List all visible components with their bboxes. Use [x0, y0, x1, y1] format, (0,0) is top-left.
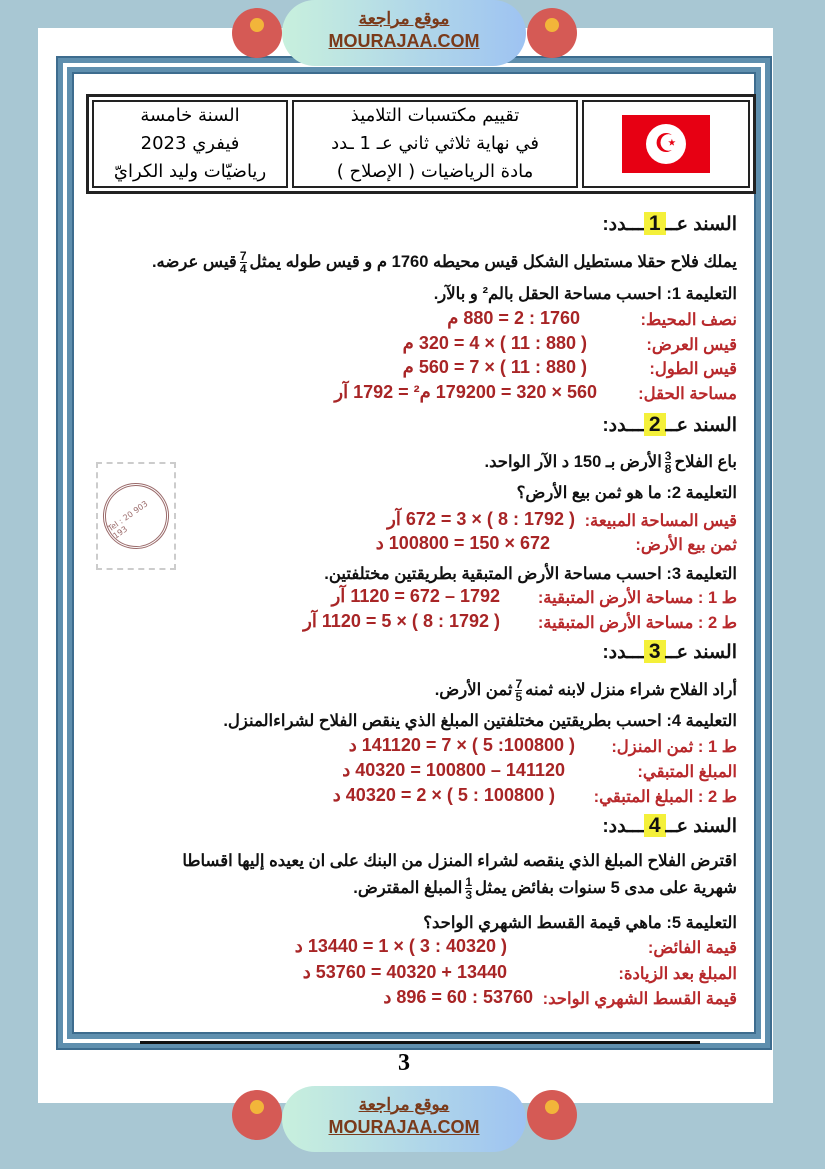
- row-label: المبلغ بعد الزيادة:: [618, 965, 737, 983]
- row-label: ط 1 : ثمن المنزل:: [611, 738, 737, 756]
- row-label: قيمة الفائض:: [647, 939, 737, 957]
- banner-latin: MOURAJAA.COM: [328, 31, 480, 51]
- grade-label: السنة خامسة: [140, 105, 240, 126]
- header-info-cell: [92, 100, 288, 188]
- row-value: ( 100800 : 5 ) × 2 = 40320 د: [332, 785, 555, 805]
- section-4-text: شهرية على مدى 5 سنوات بفائض يمثل $\frac{1}{3}$ المبلغ المقترض.: [353, 875, 737, 902]
- row-value: ( 40320 : 3 ) × 1 = 13440 د: [294, 936, 507, 956]
- title-line: مادة الرياضيات ( الإصلاح ): [336, 161, 534, 182]
- row-label: ط 2 : المبلغ المتبقي:: [593, 788, 737, 806]
- row-value: 53760 : 60 = 896 د: [383, 987, 533, 1007]
- banner-arabic: موقع مراجعة: [358, 9, 450, 28]
- row-label: مساحة الحقل:: [638, 385, 737, 403]
- section-2-heading: السند عــ2ـــدد:: [602, 413, 737, 436]
- fraction: $\frac{1}{3}$: [465, 875, 473, 902]
- task-2: التعليمة 2: ما هو ثمن بيع الأرض؟: [516, 484, 737, 502]
- task-4: التعليمة 4: احسب بطريقتين مختلفتين المبلغ الذي ينقص الفلاح لشراءالمنزل.: [223, 712, 737, 730]
- row-value: ( 880 : 11 ) × 4 = 320 م: [402, 333, 587, 353]
- title-line: في نهاية ثلاثي ثاني عـ 1 ـدد: [331, 133, 539, 154]
- task-1: التعليمة 1: احسب مساحة الحقل بالم² و بالآر.: [433, 285, 737, 303]
- site-logo-icon: [527, 8, 577, 58]
- row-label: قيس الطول:: [649, 360, 737, 378]
- site-banner-bottom[interactable]: [282, 1086, 526, 1152]
- row-value: 141120 – 100800 = 40320 د: [342, 760, 565, 780]
- section-3-heading: السند عــ3ـــدد:: [602, 640, 737, 663]
- task-3: التعليمة 3: احسب مساحة الأرض المتبقية بطريقتين مختلفتين.: [324, 565, 737, 583]
- row-value: 1760 : 2 = 880 م: [447, 308, 580, 328]
- row-value: ( 1792 : 8 ) × 5 = 1120 آر: [303, 611, 500, 631]
- row-label: قيمة القسط الشهري الواحد:: [542, 990, 737, 1008]
- fraction: $\frac{7}{5}$: [515, 677, 523, 704]
- site-logo-icon: [232, 8, 282, 58]
- row-value: 13440 + 40320 = 53760 د: [302, 962, 507, 982]
- row-label: ثمن بيع الأرض:: [635, 536, 737, 554]
- section-1-text: يملك فلاح حقلا مستطيل الشكل قيس محيطه 1760 م و قيس طوله يمثل $\frac{7}{4}$ قيس عرضه.: [151, 249, 737, 276]
- row-value: ( 1792 : 8 ) × 3 = 672 آر: [387, 509, 575, 529]
- row-value: ( 100800: 5 ) × 7 = 141120 د: [348, 735, 575, 755]
- date-label: فيفري 2023: [140, 133, 240, 154]
- header-title-cell: [292, 100, 578, 188]
- fraction: $\frac{7}{4}$: [239, 249, 247, 276]
- footer-rule: [140, 1041, 700, 1044]
- fraction: $\frac{3}{8}$: [664, 449, 672, 476]
- section-3-text: أراد الفلاح شراء منزل لابنه ثمنه $\frac{7}{5}$ ثمن الأرض.: [434, 677, 737, 704]
- header-flag-cell: [582, 100, 750, 188]
- row-value: ( 880 : 11 ) × 7 = 560 م: [402, 357, 587, 377]
- site-logo-icon: [232, 1090, 282, 1140]
- header-table: [86, 94, 756, 194]
- page-number: 3: [398, 1050, 410, 1076]
- row-label: ط 1 : مساحة الأرض المتبقية:: [537, 589, 737, 607]
- site-banner-top[interactable]: [282, 0, 526, 66]
- stamp-text: Tel : 20 903 193: [90, 470, 182, 562]
- row-label: قيس المساحة المبيعة:: [584, 512, 737, 530]
- row-label: المبلغ المتبقي:: [637, 763, 737, 781]
- section-1-heading: السند عــ1ـــدد:: [602, 212, 737, 235]
- row-value: 560 × 320 = 179200 م² = 1792 آر: [334, 382, 597, 402]
- banner-latin: MOURAJAA.COM: [328, 1117, 480, 1137]
- section-4-heading: السند عــ4ـــدد:: [602, 814, 737, 837]
- row-value: 1792 – 672 = 1120 آر: [331, 586, 500, 606]
- section-2-text: باع الفلاح $\frac{3}{8}$ الأرض بـ 150 د الآر الواحد.: [484, 449, 737, 476]
- row-label: ط 2 : مساحة الأرض المتبقية:: [537, 614, 737, 632]
- row-label: قيس العرض:: [646, 336, 737, 354]
- section-4-text: اقترض الفلاح المبلغ الذي ينقصه لشراء المنزل من البنك على ان يعيده إليها اقساطا: [182, 852, 737, 870]
- title-line: تقييم مكتسبات التلاميذ: [350, 105, 520, 126]
- site-logo-icon: [527, 1090, 577, 1140]
- row-label: نصف المحيط:: [640, 311, 737, 329]
- stamp: [96, 462, 176, 570]
- tunisia-flag-icon: ☪: [622, 115, 710, 173]
- author-label: رياضيّات وليد الكرايّ: [113, 161, 267, 182]
- banner-arabic: موقع مراجعة: [358, 1095, 450, 1114]
- task-5: التعليمة 5: ماهي قيمة القسط الشهري الواحد؟: [423, 914, 737, 932]
- row-value: 672 × 150 = 100800 د: [375, 533, 550, 553]
